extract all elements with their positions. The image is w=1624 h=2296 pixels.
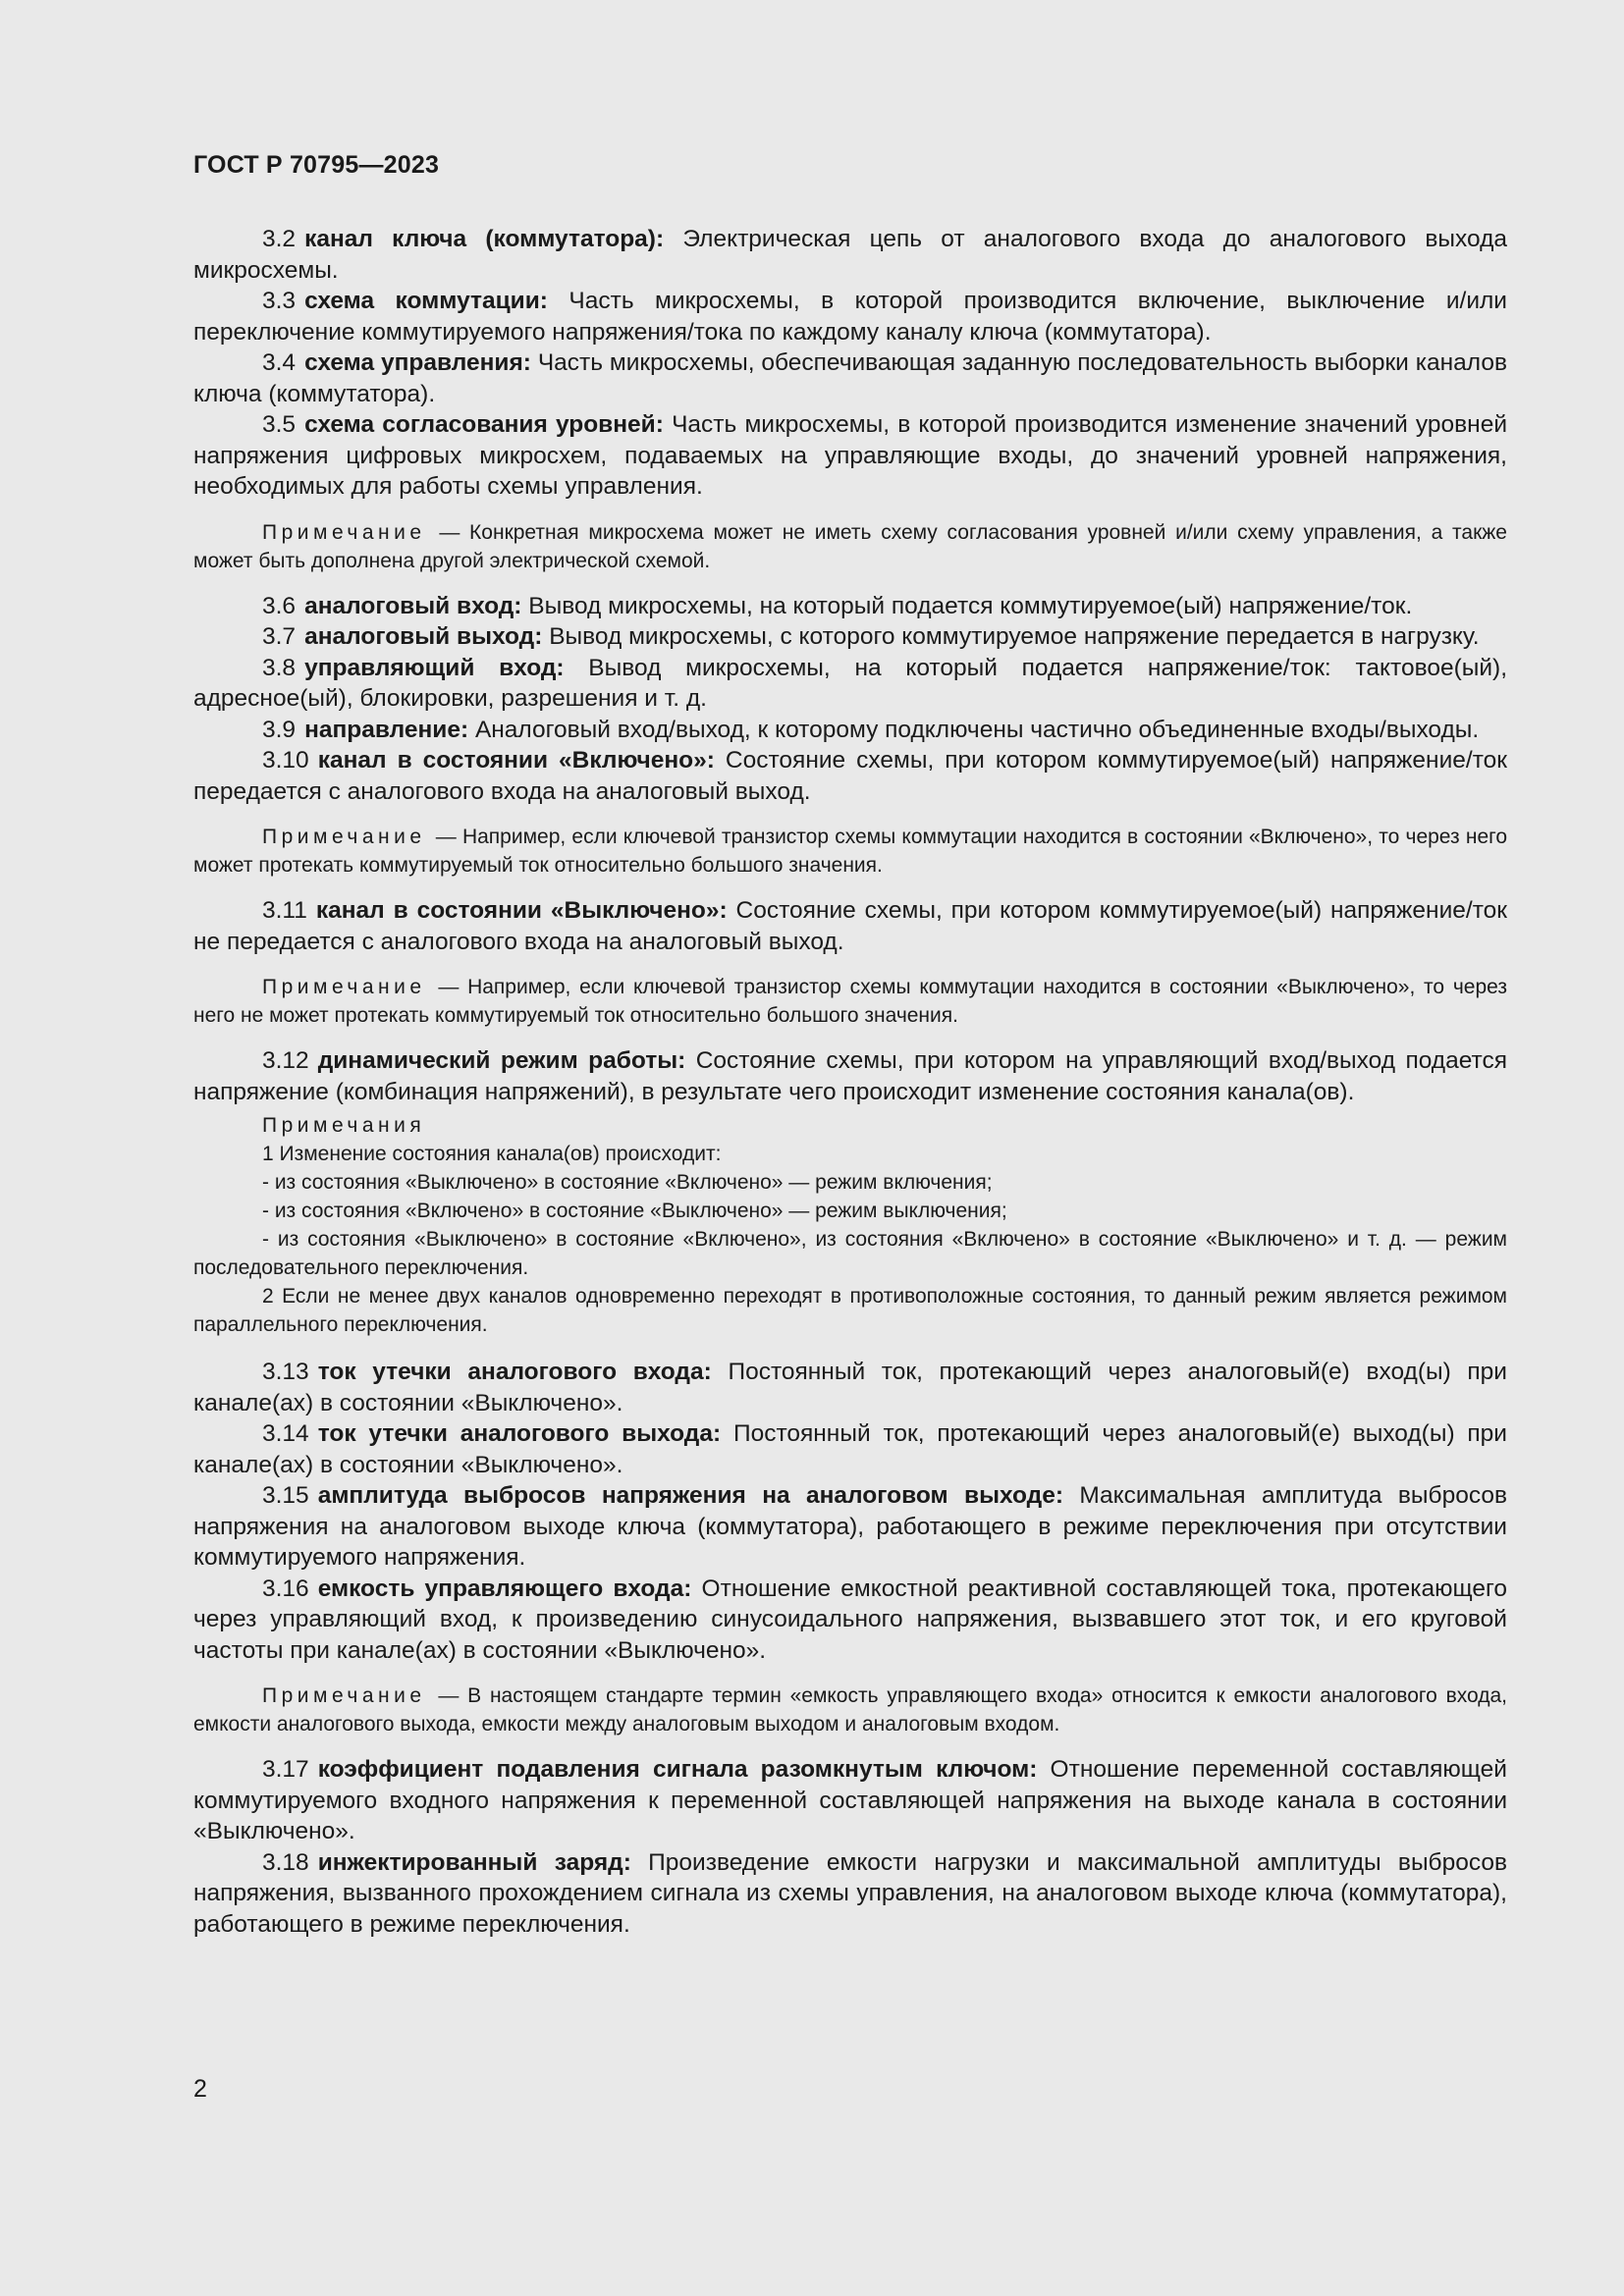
note-3-5 [193,518,1507,575]
term-definition: Вывод микросхемы, на который подается напряжение/ток: тактовое(ый), адресное(ый), блокировки, разрешения и т. д. [193,654,1507,712]
note-3-11 [193,973,1507,1030]
term-definition: Электрическая цепь от аналогового входа до аналогового выхода микросхемы. [193,226,1508,284]
term-definition: Максимальная амплитуда выбросов напряжения на аналоговом выходе ключа (коммутатора), работающего в режиме переключения при отсутствии коммутируемого напряжения. [193,1482,1507,1571]
term-3-11 [193,895,1507,957]
term-3-14 [193,1418,1507,1480]
term-name: схема согласования уровней: [304,411,664,438]
term-number: 3.8 [262,654,297,681]
page-header: ГОСТ Р 70795—2023 [193,151,440,179]
page-content [193,224,1507,1940]
term-number: 3.4 [262,349,297,376]
term-name: амплитуда выбросов напряжения на аналоговом выходе: [317,1482,1063,1509]
term-number: 3.12 [262,1047,309,1074]
note-text: — Конкретная микросхема может не иметь схему согласования уровней и/или схему управления, а также может быть дополнена другой электрической схемой. [193,520,1507,572]
term-definition: Постоянный ток, протекающий через аналоговый(е) выход(ы) при канале(ах) в состоянии «Выключено». [193,1420,1507,1478]
term-number: 3.16 [262,1575,309,1602]
term-name: схема коммутации: [304,288,548,314]
term-3-10 [193,745,1507,807]
term-number: 3.2 [262,226,297,252]
note-bullet-1: - из состояния «Выключено» в состояние «Включено» — режим включения; [262,1171,993,1194]
note-bullet-3: - из состояния «Выключено» в состояние «Включено», из состояния «Включено» в состояние «Выключено» и т. д. — режим последовательного переключения. [193,1228,1507,1279]
term-name: канал ключа (коммутатора): [304,226,665,252]
term-number: 3.6 [262,592,297,619]
term-name: динамический режим работы: [317,1047,686,1074]
term-3-15 [193,1480,1507,1574]
term-number: 3.9 [262,716,297,743]
term-name: емкость управляющего входа: [317,1575,692,1602]
term-3-4 [193,347,1507,409]
term-3-3 [193,286,1507,347]
note-text: — В настоящем стандарте термин «емкость управляющего входа» относится к емкости аналогового входа, емкости аналогового выхода, емкости между аналоговым выходом и аналоговым входом. [193,1684,1507,1735]
term-name: аналоговый выход: [304,623,543,650]
term-name: коэффициент подавления сигнала разомкнутым ключом: [317,1756,1038,1783]
term-name: канал в состоянии «Выключено»: [315,897,728,924]
note-bullet-2: - из состояния «Включено» в состояние «Выключено» — режим выключения; [262,1200,1007,1222]
term-3-6 [193,591,1507,622]
term-number: 3.7 [262,623,297,650]
note-label: Примечание [262,1684,426,1707]
term-definition: Часть микросхемы, в которой производится изменение значений уровней напряжения цифровых микросхем, подаваемых на управляющие входы, до значений уровней напряжения, необходимых для работы схемы управления. [193,411,1508,500]
term-definition: Часть микросхемы, в которой производится включение, выключение и/или переключение коммутируемого напряжения/тока по каждому каналу ключа (коммутатора). [193,288,1507,346]
note-label: Примечание [262,826,426,848]
term-definition: Вывод микросхемы, на который подается коммутируемое(ый) напряжение/ток. [528,592,1413,619]
term-number: 3.3 [262,288,297,314]
term-definition: Отношение емкостной реактивной составляющей тока, протекающего через управляющий вход, к произведению синусоидального напряжения, вызвавшего этот ток, и его круговой частоты при канале(ах) в состоянии «Выключено». [193,1575,1507,1664]
term-name: инжектированный заряд: [317,1848,631,1876]
term-3-8 [193,653,1507,715]
term-definition: Часть микросхемы, обеспечивающая заданную последовательность выборки каналов ключа (коммутатора). [193,349,1507,407]
term-3-2 [193,224,1507,286]
note-text: — Например, если ключевой транзистор схемы коммутации находится в состоянии «Включено», то через него может протекать коммутируемый ток относительно большого значения. [193,826,1507,877]
term-name: схема управления: [304,349,531,376]
term-definition: Аналоговый вход/выход, к которому подключены частично объединенные входы/выходы. [474,716,1480,743]
term-name: управляющий вход: [304,654,565,681]
notes-3-12 [193,1111,1507,1339]
term-definition: Состояние схемы, при котором коммутируемое(ый) напряжение/ток не передается с аналогового входа на аналоговый выход. [193,897,1507,955]
note-label: Примечание [262,520,426,544]
note-item-2: 2 Если не менее двух каналов одновременно переходят в противоположные состояния, то данный режим является режимом параллельного переключения. [193,1285,1507,1336]
term-name: ток утечки аналогового выхода: [317,1420,722,1447]
notes-label: Примечания [262,1114,426,1137]
note-item-1: 1 Изменение состояния канала(ов) происходит: [262,1143,722,1165]
term-number: 3.17 [262,1756,309,1783]
term-3-9 [193,715,1507,746]
term-number: 3.10 [262,747,309,774]
term-3-5 [193,409,1507,503]
note-3-16 [193,1682,1507,1738]
term-3-12 [193,1045,1507,1107]
term-3-7 [193,621,1507,653]
term-3-13 [193,1357,1507,1418]
term-definition: Состояние схемы, при котором на управляющий вход/выход подается напряжение (комбинация напряжений), в результате чего происходит изменение состояния канала(ов). [193,1047,1507,1105]
term-3-17 [193,1754,1507,1847]
term-name: ток утечки аналогового входа: [317,1359,712,1385]
term-name: канал в состоянии «Включено»: [317,747,715,774]
term-number: 3.5 [262,411,297,438]
term-3-16 [193,1574,1507,1667]
note-text: — Например, если ключевой транзистор схемы коммутации находится в состоянии «Выключено», то через него не может протекать коммутируемый ток относительно большого значения. [193,976,1507,1027]
term-definition: Состояние схемы, при котором коммутируемое(ый) напряжение/ток передается с аналогового входа на аналоговый выход. [193,747,1507,805]
term-definition: Постоянный ток, протекающий через аналоговый(е) вход(ы) при канале(ах) в состоянии «Выключено». [193,1359,1507,1416]
term-name: аналоговый вход: [304,592,522,619]
page-number: 2 [193,2075,207,2103]
term-definition: Отношение переменной составляющей коммутируемого входного напряжения к переменной составляющей напряжения на выходе канала в состоянии «Выключено». [193,1756,1507,1844]
term-definition: Произведение емкости нагрузки и максимальной амплитуды выбросов напряжения, вызванного прохождением сигнала из схемы управления, на аналоговом выходе ключа (коммутатора), работающего в режиме переключения. [193,1848,1508,1938]
term-number: 3.13 [262,1359,309,1385]
term-number: 3.11 [262,897,307,924]
term-number: 3.18 [262,1848,309,1876]
term-name: направление: [304,716,469,743]
note-label: Примечание [262,976,426,998]
term-3-18 [193,1847,1507,1941]
note-3-10 [193,823,1507,880]
term-definition: Вывод микросхемы, с которого коммутируемое напряжение передается в нагрузку. [549,623,1480,650]
term-number: 3.14 [262,1420,309,1447]
term-number: 3.15 [262,1482,309,1509]
